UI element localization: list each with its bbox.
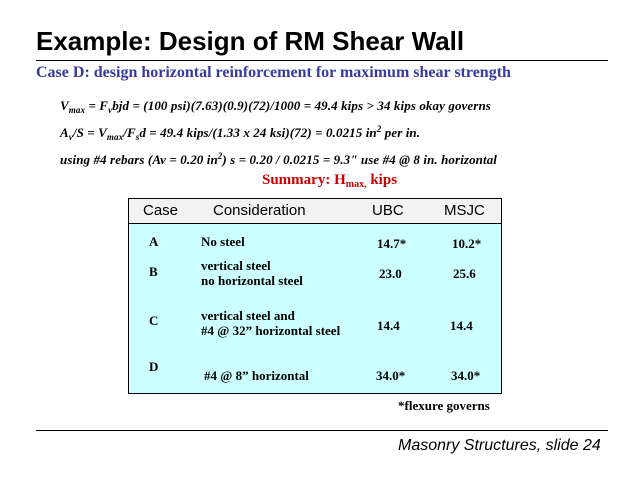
row-c-consideration-line1: vertical steel and xyxy=(201,308,295,323)
equation-spacing xyxy=(60,152,497,168)
summary-prefix: Summary: H xyxy=(262,172,346,188)
header-msjc: MSJC xyxy=(444,202,485,219)
eq2-a: A xyxy=(60,125,69,140)
eq2-p4: per in. xyxy=(381,125,421,140)
table-header-row xyxy=(129,199,501,224)
equation-vmax xyxy=(60,98,491,114)
row-b-consideration-line2: no horizontal steel xyxy=(201,273,303,288)
row-c-ubc: 14.4 xyxy=(377,318,400,333)
row-d-case: D xyxy=(149,359,159,374)
footer-divider xyxy=(36,430,608,431)
eq2-p3: d = 49.4 kips/(1.33 x 24 ksi)(72) = 0.0215 in xyxy=(139,125,377,140)
footnote: *flexure governs xyxy=(398,398,490,413)
eq2-f-sub: s xyxy=(135,132,140,142)
eq3-p2: ) s = 0.20 / 0.0215 = 9.3" use #4 @ 8 in. horizontal xyxy=(222,152,498,167)
header-ubc: UBC xyxy=(372,202,404,219)
row-c-msjc: 14.4 xyxy=(450,318,473,333)
summary-heading xyxy=(262,172,397,189)
eq1-rest: bjd = (100 psi)(7.63)(0.9)(72)/1000 = 49.4 kips > 34 kips okay governs xyxy=(112,98,491,113)
eq3-sup: 2 xyxy=(217,151,223,161)
row-c-case: C xyxy=(149,313,159,328)
row-b-ubc: 23.0 xyxy=(379,266,402,281)
eq1-f-sub: v xyxy=(108,105,113,115)
eq3-p1: using #4 rebars (Av = 0.20 in xyxy=(60,152,218,167)
row-b-case: B xyxy=(149,264,158,279)
row-b-consideration-line1: vertical steel xyxy=(201,258,271,273)
eq2-p2: /F xyxy=(123,125,136,140)
row-a-ubc: 14.7* xyxy=(377,236,407,251)
header-case: Case xyxy=(143,202,179,219)
header-consideration: Consideration xyxy=(213,202,306,219)
equation-av-over-s xyxy=(60,125,420,141)
eq2-v-sub: max xyxy=(106,132,124,142)
row-d-ubc: 34.0* xyxy=(376,368,406,383)
slide-footer: Masonry Structures, slide 24 xyxy=(398,437,601,454)
eq2-p1: /S = V xyxy=(72,125,107,140)
row-d-consideration: #4 @ 8” horizontal xyxy=(204,368,309,383)
summary-sub: max, xyxy=(345,179,367,190)
summary-suffix: kips xyxy=(366,172,398,188)
summary-table xyxy=(128,198,502,394)
eq2-a-sub: v xyxy=(68,132,73,142)
eq1-v-sub: max xyxy=(68,105,86,115)
row-d-msjc: 34.0* xyxy=(451,368,481,383)
eq1-v: V xyxy=(60,98,69,113)
title-divider xyxy=(36,60,608,61)
row-a-consideration: No steel xyxy=(201,234,245,249)
eq2-sup: 2 xyxy=(376,124,382,134)
row-b-msjc: 25.6 xyxy=(453,266,476,281)
row-c-consideration-line2: #4 @ 32” horizontal steel xyxy=(201,323,341,338)
row-a-msjc: 10.2* xyxy=(452,236,482,251)
slide-subtitle: Case D: design horizontal reinforcement for maximum shear strength xyxy=(36,64,511,81)
slide-title: Example: Design of RM Shear Wall xyxy=(36,26,465,56)
row-a-case: A xyxy=(149,234,159,249)
eq1-mid: = F xyxy=(85,98,109,113)
